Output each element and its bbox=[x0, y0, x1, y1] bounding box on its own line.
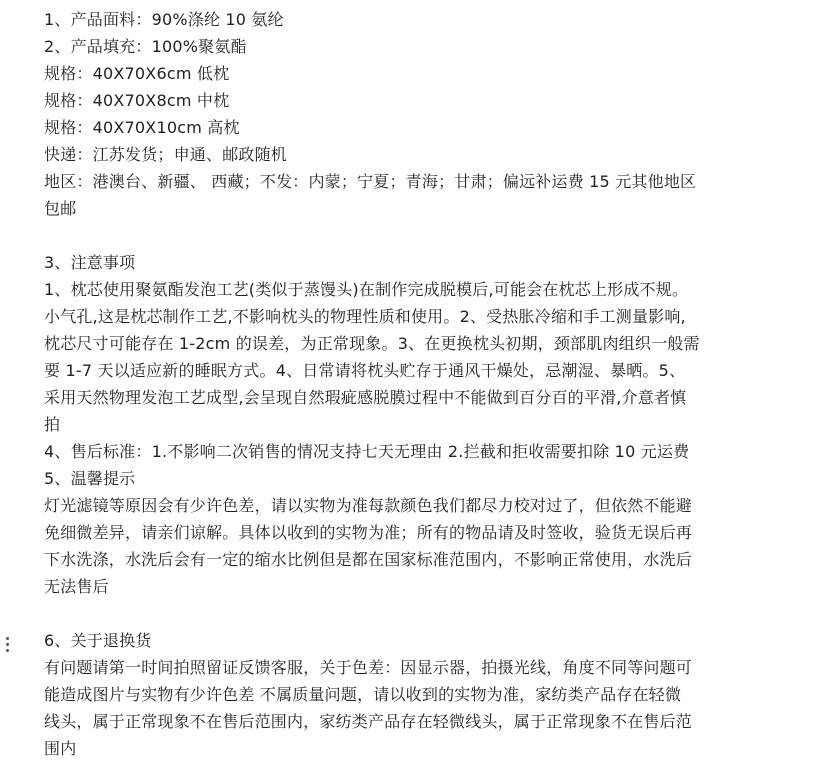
shipping-line: 快递：江苏发货；申通、邮政随机 bbox=[44, 145, 288, 164]
region-line-1: 地区：港澳台、新疆、 西藏；不发：内蒙；宁夏；青海；甘肃；偏远补运费 15 元其他地区 bbox=[44, 172, 697, 191]
returns-line-2: 能造成图片与实物有少许色差 不属质量问题，请以收到的实物为准，家纺类产品存在轻微 bbox=[44, 685, 682, 704]
filling-line: 2、产品填充：100%聚氨酯 bbox=[44, 37, 247, 56]
notes-line-3: 枕芯尺寸可能存在 1-2cm 的误差，为正常现象。3、在更换枕头初期，颈部肌肉组织一般需 bbox=[44, 334, 700, 353]
notes-line-1: 1、枕芯使用聚氨酯发泡工艺(类似于蒸馒头)在制作完成脱模后,可能会在枕芯上形成不规。 bbox=[44, 280, 689, 299]
returns-line-1: 有问题请第一时间拍照留证反馈客服，关于色差：因显示器，拍摄光线，角度不同等问题可 bbox=[44, 658, 693, 677]
tips-line-1: 灯光滤镜等原因会有少许色差，请以实物为准每款颜色我们都尽力校对过了，但依然不能避 bbox=[44, 496, 693, 515]
after-sales-line: 4、售后标准：1.不影响二次销售的情况支持七天无理由 2.拦截和拒收需要扣除 10 元运费 bbox=[44, 442, 690, 461]
tips-line-3: 下水洗涤，水洗后会有一定的缩水比例但是都在国家标准范围内，不影响正常使用，水洗后 bbox=[44, 550, 693, 569]
returns-heading: 6、关于退换货 bbox=[44, 631, 152, 650]
returns-line-3: 线头，属于正常现象不在售后范围内，家纺类产品存在轻微线头，属于正常现象不在售后范 bbox=[44, 712, 693, 731]
blank-line bbox=[44, 222, 784, 249]
blank-line bbox=[44, 600, 784, 627]
returns-line-4: 围内 bbox=[44, 739, 77, 758]
spec-high-line: 规格：40X70X10cm 高枕 bbox=[44, 118, 240, 137]
tips-heading: 5、温馨提示 bbox=[44, 469, 136, 488]
region-line-2: 包邮 bbox=[44, 199, 77, 218]
drag-handle-icon[interactable] bbox=[6, 637, 10, 657]
tips-line-2: 免细微差异，请亲们谅解。具体以收到的实物为准；所有的物品请及时签收，验货无误后再 bbox=[44, 523, 693, 542]
notes-line-5: 采用天然物理发泡工艺成型,会呈现自然瑕疵感脱膜过程中不能做到百分百的平滑,介意者慎 bbox=[44, 388, 687, 407]
notes-line-4: 要 1-7 天以适应新的睡眠方式。4、日常请将枕头贮存于通风干燥处，忌潮湿、暴晒。5、 bbox=[44, 361, 686, 380]
spec-low-line: 规格：40X70X6cm 低枕 bbox=[44, 64, 230, 83]
tips-line-4: 无法售后 bbox=[44, 577, 109, 596]
notes-heading: 3、注意事项 bbox=[44, 253, 136, 272]
spec-mid-line: 规格：40X70X8cm 中枕 bbox=[44, 91, 230, 110]
notes-line-6: 拍 bbox=[44, 415, 61, 434]
notes-line-2: 小气孔,这是枕芯制作工艺,不影响枕头的物理性质和使用。2、受热胀冷缩和手工测量影响, bbox=[44, 307, 686, 326]
product-description-document bbox=[44, 6, 784, 762]
material-line: 1、产品面料：90%涤纶 10 氨纶 bbox=[44, 10, 284, 29]
